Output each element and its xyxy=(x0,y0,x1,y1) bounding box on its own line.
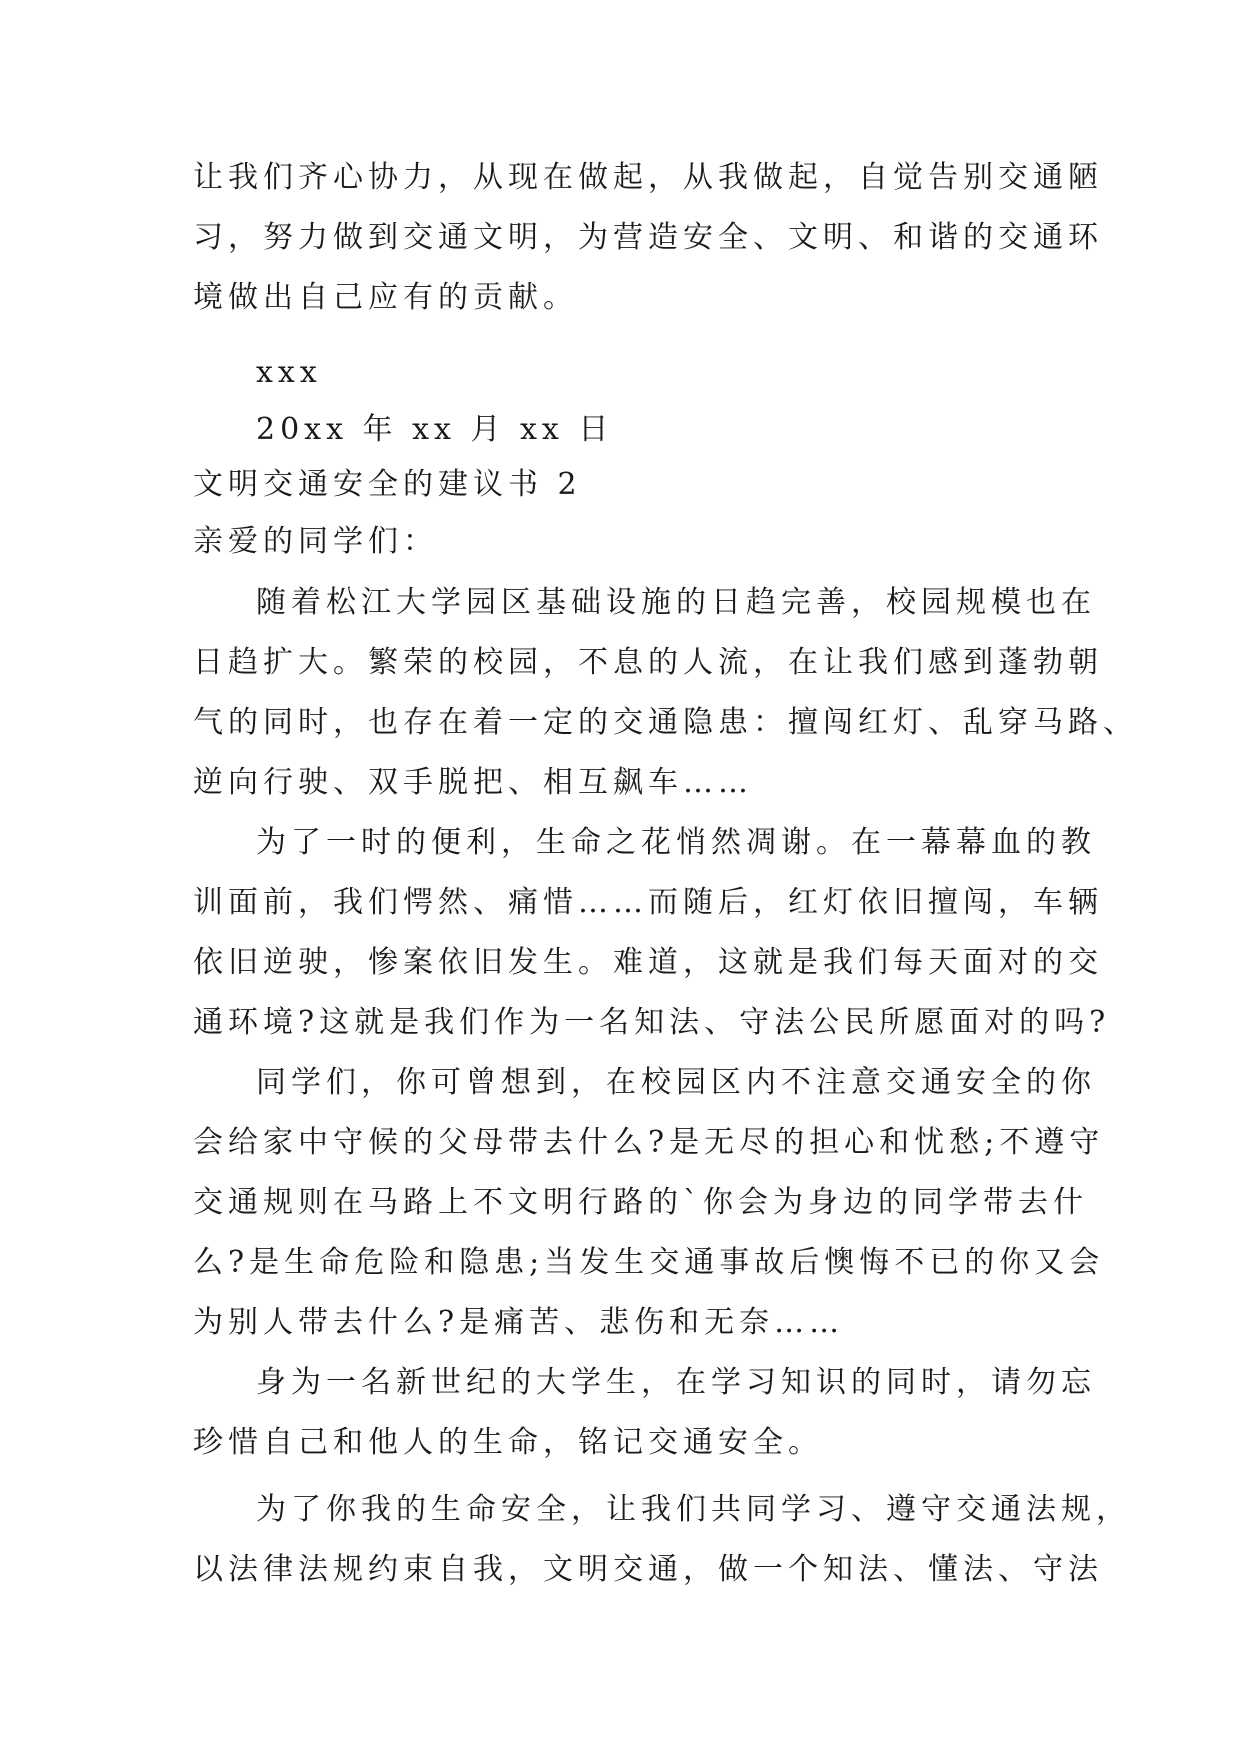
paragraph-line: 身为一名新世纪的大学生，在学习知识的同时，请勿忘 xyxy=(256,1365,1096,1400)
paragraph-line: 为别人带去什么?是痛苦、悲伤和无奈…… xyxy=(193,1305,845,1340)
paragraph-line: 为了一时的便利，生命之花悄然凋谢。在一幕幕血的教 xyxy=(256,825,1096,860)
paragraph-line: 珍惜自己和他人的生命，铭记交通安全。 xyxy=(193,1425,823,1460)
signature-date: 20xx 年 xx 月 xx 日 xyxy=(256,412,614,447)
paragraph-line: 日趋扩大。繁荣的校园，不息的人流，在让我们感到蓬勃朝 xyxy=(193,645,1103,680)
paragraph-line: 习，努力做到交通文明，为营造安全、文明、和谐的交通环 xyxy=(193,220,1103,255)
paragraph-line: 逆向行驶、双手脱把、相互飙车…… xyxy=(193,765,753,800)
signature-name: xxx xyxy=(256,355,322,390)
paragraph-line: 随着松江大学园区基础设施的日趋完善，校园规模也在 xyxy=(256,585,1096,620)
paragraph-line: 气的同时，也存在着一定的交通隐患：擅闯红灯、乱穿马路、 xyxy=(193,705,1138,740)
paragraph-line: 通环境?这就是我们作为一名知法、守法公民所愿面对的吗? xyxy=(193,1005,1111,1040)
paragraph-line: 以法律法规约束自我，文明交通，做一个知法、懂法、守法 xyxy=(193,1552,1103,1587)
paragraph-line: 为了你我的生命安全，让我们共同学习、遵守交通法规， xyxy=(256,1492,1131,1527)
salutation: 亲爱的同学们： xyxy=(193,524,438,559)
paragraph-line: 么?是生命危险和隐患;当发生交通事故后懊悔不已的你又会 xyxy=(193,1245,1105,1280)
paragraph-line: 境做出自己应有的贡献。 xyxy=(193,280,578,315)
section-title: 文明交通安全的建议书 2 xyxy=(193,467,582,502)
paragraph-line: 交通规则在马路上不文明行路的`你会为身边的同学带去什 xyxy=(193,1185,1088,1220)
paragraph-line: 训面前，我们愕然、痛惜……而随后，红灯依旧擅闯，车辆 xyxy=(193,885,1103,920)
paragraph-line: 让我们齐心协力，从现在做起，从我做起，自觉告别交通陋 xyxy=(193,160,1103,195)
paragraph-line: 会给家中守候的父母带去什么?是无尽的担心和忧愁;不遵守 xyxy=(193,1125,1105,1160)
paragraph-line: 依旧逆驶，惨案依旧发生。难道，这就是我们每天面对的交 xyxy=(193,945,1103,980)
paragraph-line: 同学们，你可曾想到，在校园区内不注意交通安全的你 xyxy=(256,1065,1096,1100)
